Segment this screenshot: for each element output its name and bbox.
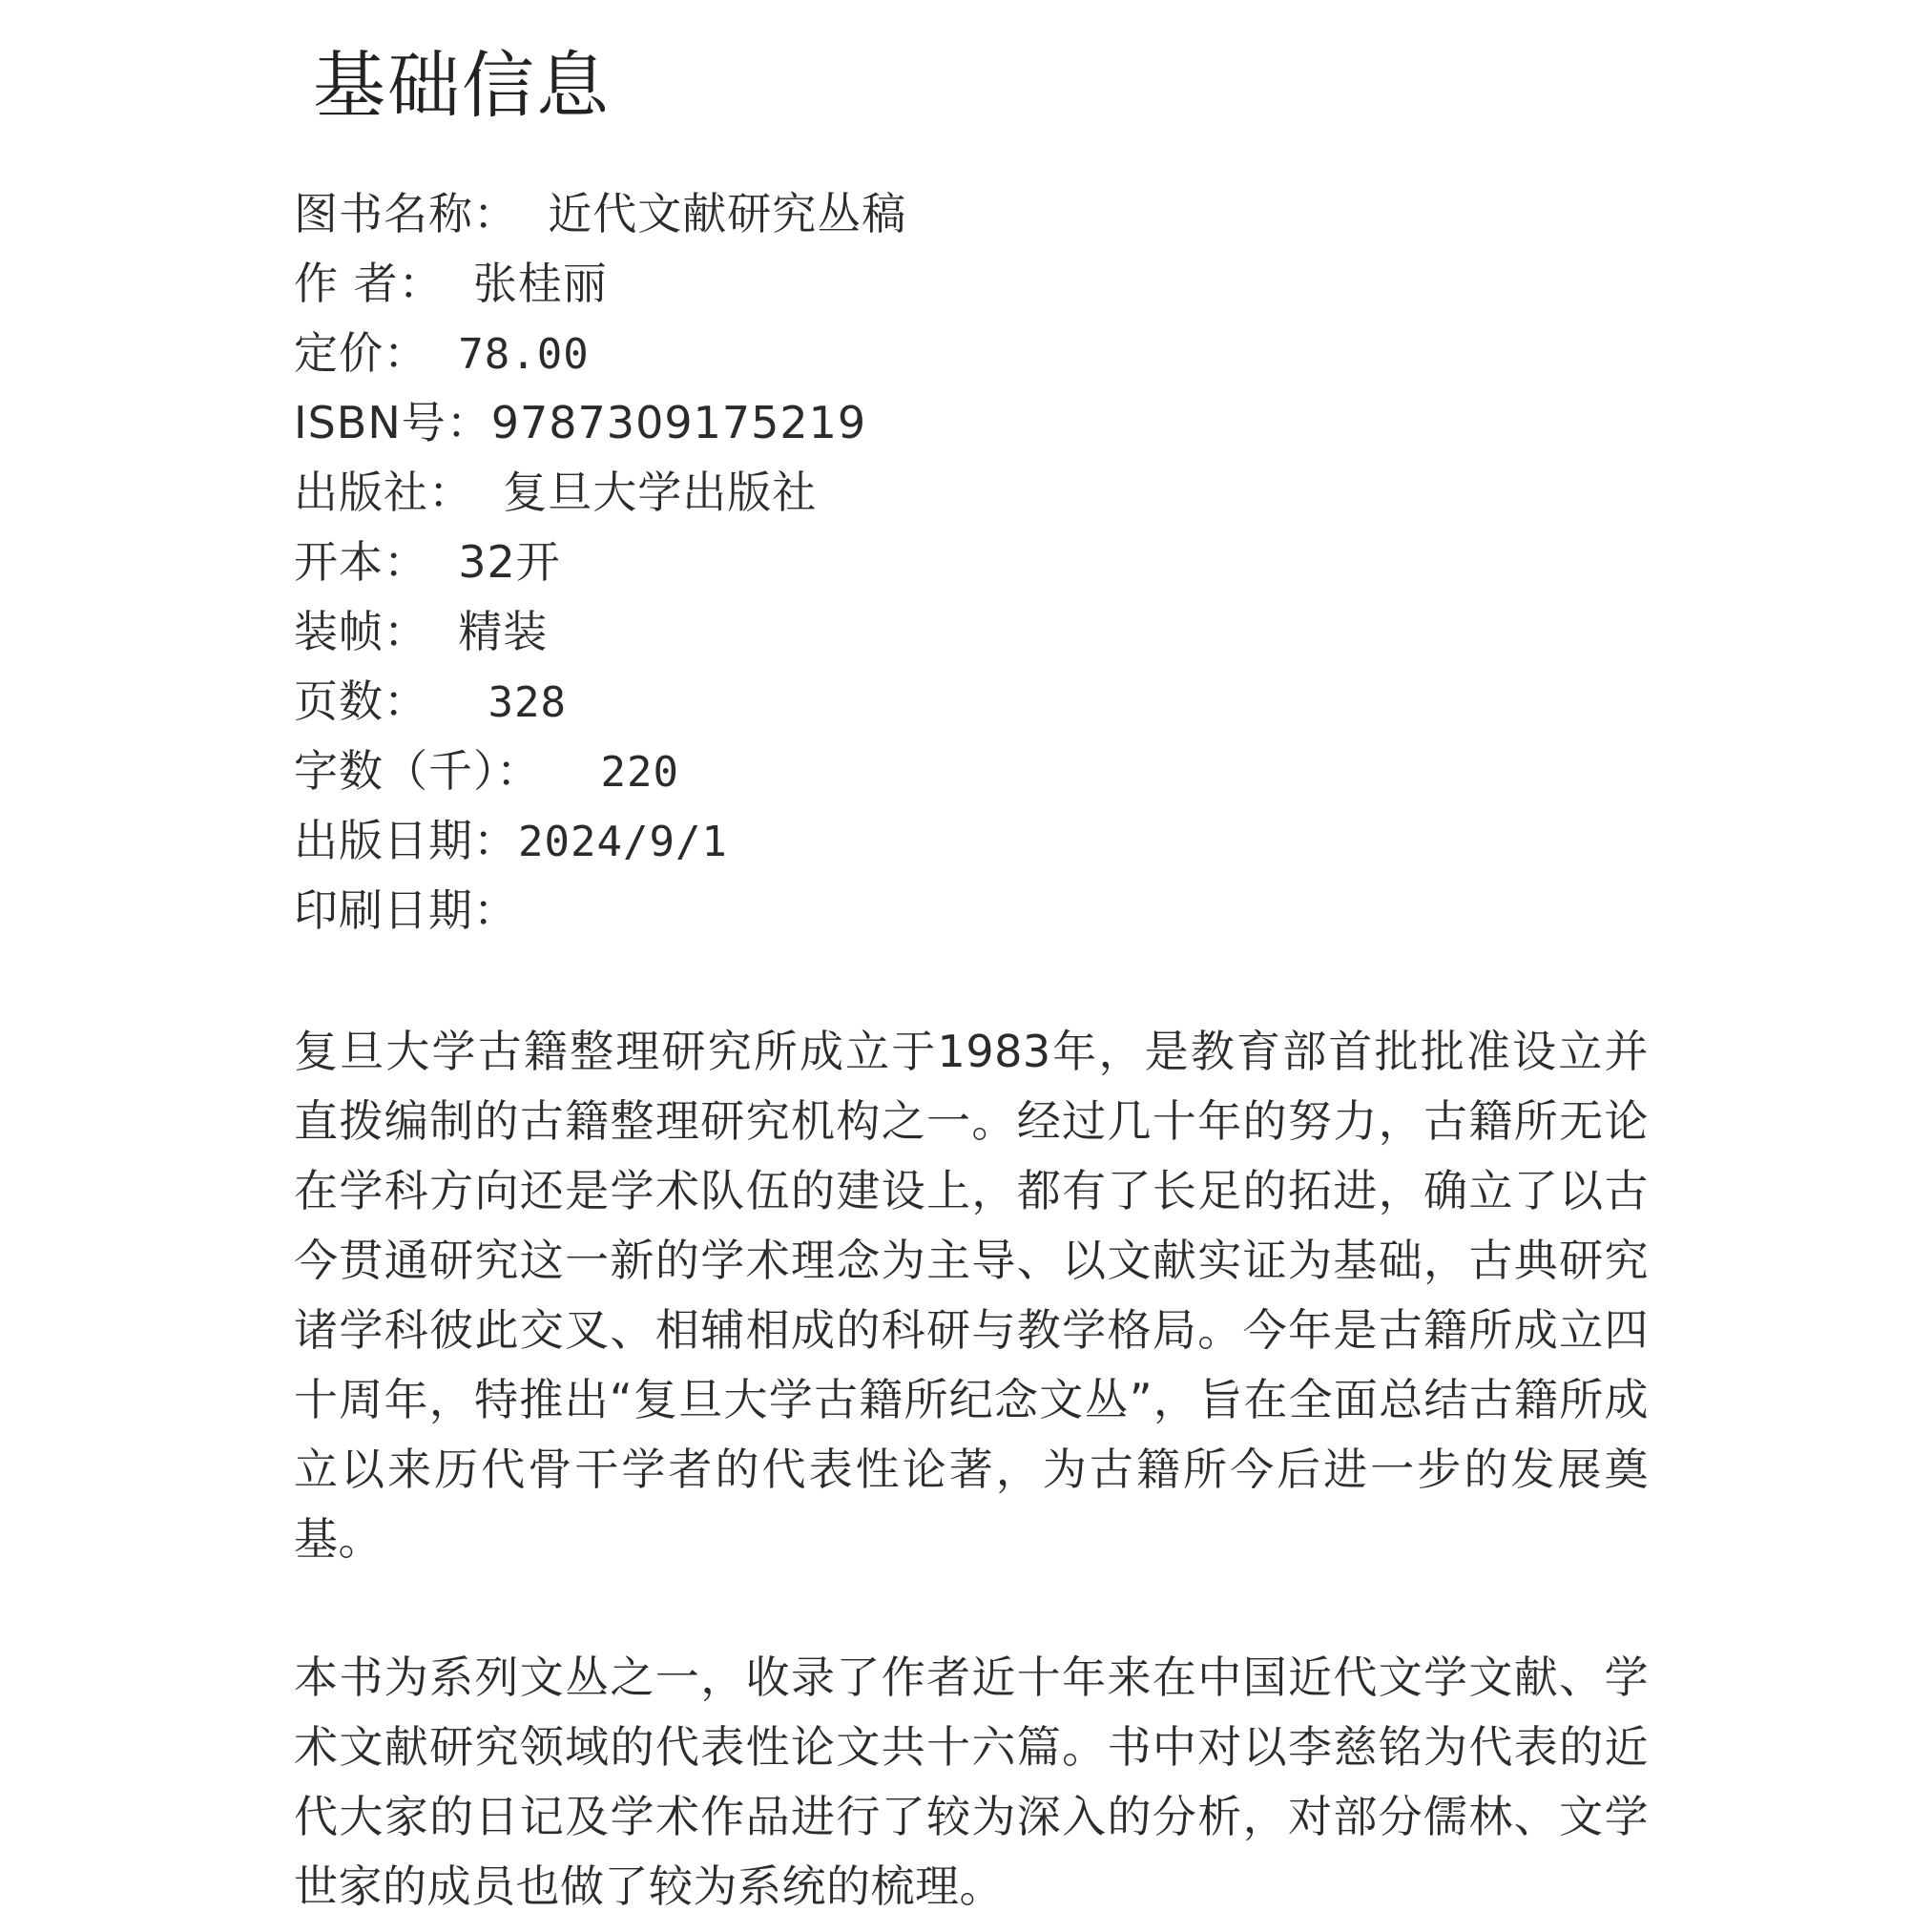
info-label-format: 开本：: [294, 536, 428, 588]
info-label-isbn: ISBN号：: [294, 397, 491, 448]
info-label-binding: 装帧：: [294, 606, 428, 657]
info-row-printdate: [294, 876, 1725, 945]
info-label-author: 作 者：: [294, 258, 444, 309]
intro-paragraph: 复旦大学古籍整理研究所成立于1983年，是教育部首批批准设立并直拨编制的古籍整理研究机构之一。经过几十年的努力，古籍所无论在学科方向还是学术队伍的建设上，都有了长足的拓进，确立了以古今贯通研究这一新的学术理念为主导、以文献实证为基础，古典研究诸学科彼此交叉、相辅相成的科研与教学格局。今年是古籍所成立四十周年，特推出“复旦大学古籍所纪念文丛”，旨在全面总结古籍所成立以来历代骨干学者的代表性论著，为古籍所今后进一步的发展奠基。: [294, 1026, 1649, 1565]
book-summary-paragraph: 本书为系列文丛之一，收录了作者近十年来在中国近代文学文献、学术文献研究领域的代表性论文共十六篇。书中对以李慈铭为代表的近代大家的日记及学术作品进行了较为深入的分析，对部分儒林、文学世家的成员也做了较为系统的梳理。: [294, 1652, 1649, 1912]
info-row-words: [294, 737, 1725, 806]
info-row-publisher: [294, 458, 1725, 528]
info-value-isbn: 9787309175219: [490, 397, 867, 448]
info-value-publisher: 复旦大学出版社: [503, 467, 818, 518]
info-value-title: 近代文献研究丛稿: [548, 188, 907, 239]
info-row-isbn: [294, 388, 1725, 458]
info-row-pages: [294, 667, 1725, 737]
info-value-binding: 精装: [458, 606, 549, 657]
info-label-price: 定价：: [294, 327, 428, 379]
info-value-author: 张桂丽: [472, 258, 608, 309]
info-row-author: [294, 249, 1725, 319]
info-label-printdate: 印刷日期：: [294, 884, 518, 936]
info-label-words: 字数（千）：: [294, 745, 541, 797]
info-value-words: 220: [600, 748, 679, 797]
info-label-pubdate: 出版日期：: [294, 815, 518, 866]
info-value-pubdate: 2024/9/1: [518, 818, 728, 866]
info-row-binding: [294, 597, 1725, 667]
page-title: 基础信息: [313, 43, 611, 128]
info-row-price: [294, 319, 1725, 388]
info-row-title: [294, 179, 1725, 249]
info-value-pages: 328: [488, 678, 567, 727]
info-label-title: 图书名称：: [294, 188, 518, 239]
info-label-publisher: 出版社：: [294, 467, 473, 518]
info-row-pubdate: [294, 806, 1725, 876]
info-row-format: [294, 528, 1725, 597]
info-value-format: 32开: [458, 536, 561, 588]
info-label-pages: 页数：: [294, 675, 428, 727]
info-value-price: 78.00: [458, 330, 590, 379]
book-info-list: [294, 179, 1725, 945]
